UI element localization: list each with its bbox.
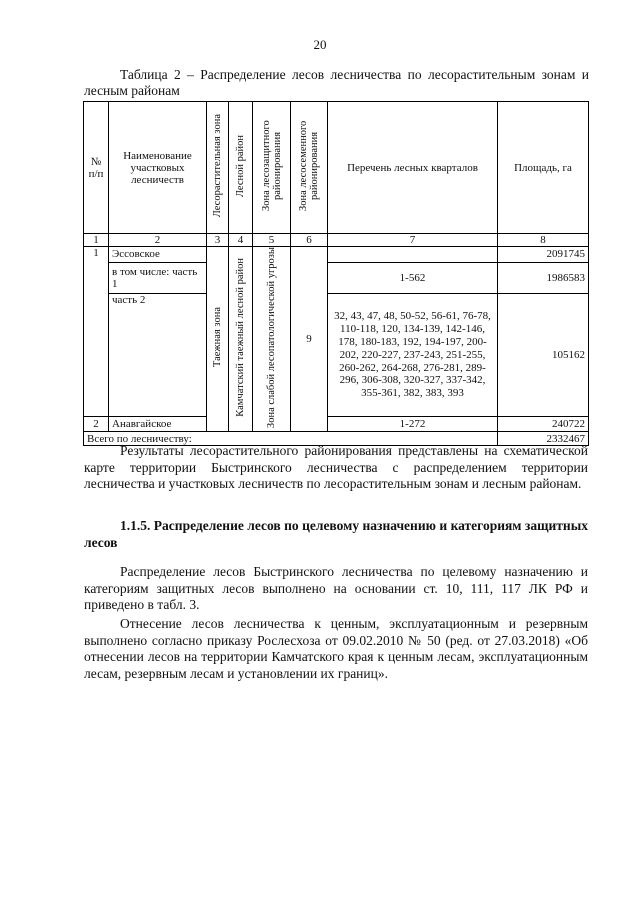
forestry-name: Анавгайское <box>109 417 207 432</box>
table-row <box>84 417 589 432</box>
area-cell: 240722 <box>498 417 589 432</box>
table-row <box>84 294 589 417</box>
table-row <box>84 262 589 293</box>
merged-protect-cell <box>253 247 291 432</box>
merged-district-text: Камчатский таежный лесной район <box>235 258 246 417</box>
area-cell: 1986583 <box>498 262 589 293</box>
row-number: 2 <box>84 417 109 432</box>
header-zone <box>207 102 229 234</box>
total-label: Всего по лесничеству: <box>84 432 498 446</box>
area-cell: 2091745 <box>498 247 589 263</box>
col-number: 2 <box>109 234 207 247</box>
header-seed-zone <box>291 102 328 234</box>
blocks-cell: 1-562 <box>328 262 498 293</box>
forest-zones-table <box>83 101 589 446</box>
total-area: 2332467 <box>498 432 589 446</box>
blocks-cell-empty <box>328 247 498 263</box>
header-name: Наименование участковых лесничеств <box>109 102 207 234</box>
page-number: 20 <box>313 37 327 52</box>
table-caption: Таблица 2 – Распределение лесов лесничества по лесорастительным зонам и лесным районам <box>84 67 589 98</box>
blocks-cell: 1-272 <box>328 417 498 432</box>
header-district-text: Лесной район <box>235 134 246 198</box>
merged-zone-cell <box>207 247 229 432</box>
header-protect-zone <box>253 102 291 234</box>
blocks-cell: 32, 43, 47, 48, 50-52, 56-61, 76-78, 110-118, 120, 134-139, 142-146, 178, 180-183, 192, 194-197, 200-202, 220-227, 237-243, 251-255, 260-262, 264-268, 276-281, 289-296, 306-308, 320-327, 337-342, 355-361, 382, 383, 393 <box>328 294 498 417</box>
col-number: 8 <box>498 234 589 247</box>
row-number: 1 <box>84 247 109 417</box>
table-row <box>84 247 589 263</box>
header-district <box>229 102 253 234</box>
col-number: 4 <box>229 234 253 247</box>
col-number: 6 <box>291 234 328 247</box>
col-number: 5 <box>253 234 291 247</box>
header-blocks: Перечень лесных кварталов <box>328 102 498 234</box>
area-cell: 105162 <box>498 294 589 417</box>
paragraph-results: Результаты лесорастительного районирования представлены на схематической карте территории Быстринского лесничества с распределением территории лесничества и участковых лесничеств по лесорастительным зонам и лесным районам. <box>84 443 588 491</box>
merged-zone-text: Таежная зона <box>212 307 223 368</box>
header-num: № п/п <box>84 102 109 234</box>
forestry-name: часть 2 <box>109 294 207 417</box>
col-number: 3 <box>207 234 229 247</box>
column-number-row <box>84 234 589 247</box>
merged-district-cell <box>229 247 253 432</box>
merged-seed-cell: 9 <box>291 247 328 432</box>
header-area: Площадь, га <box>498 102 589 234</box>
header-zone-text: Лесорастительная зона <box>212 114 223 218</box>
paragraph-assignment: Отнесение лесов лесничества к ценным, эксплуатационным и резервным выполнено согласно приказу Рослесхоза от 09.02.2010 № 50 (ред. от 27.03.2018) «Об отнесении лесов на территории Камчатского края к ценным лесам, эксплуатационным лесам, резервным лесам и установлении их границ». <box>84 616 588 681</box>
forestry-name: Эссовское <box>109 247 207 263</box>
col-number: 1 <box>84 234 109 247</box>
paragraph-distribution: Распределение лесов Быстринского лесничества по целевому назначению и категориям защитных лесов выполнено на основании ст. 10, 111, 117 ЛК РФ и приведено в табл. 3. <box>84 564 588 612</box>
header-protect-zone-text: Зона лесозащитного районирования <box>260 120 283 212</box>
forestry-name: в том числе: часть 1 <box>109 262 207 293</box>
merged-protect-text: Зона слабой лесопатологической угрозы <box>266 247 277 429</box>
section-heading: 1.1.5. Распределение лесов по целевому назначению и категориям защитных лесов <box>84 518 588 550</box>
table-header-row <box>84 102 589 234</box>
header-seed-zone-text: Зона лесосеменного районирования <box>298 120 320 212</box>
col-number: 7 <box>328 234 498 247</box>
